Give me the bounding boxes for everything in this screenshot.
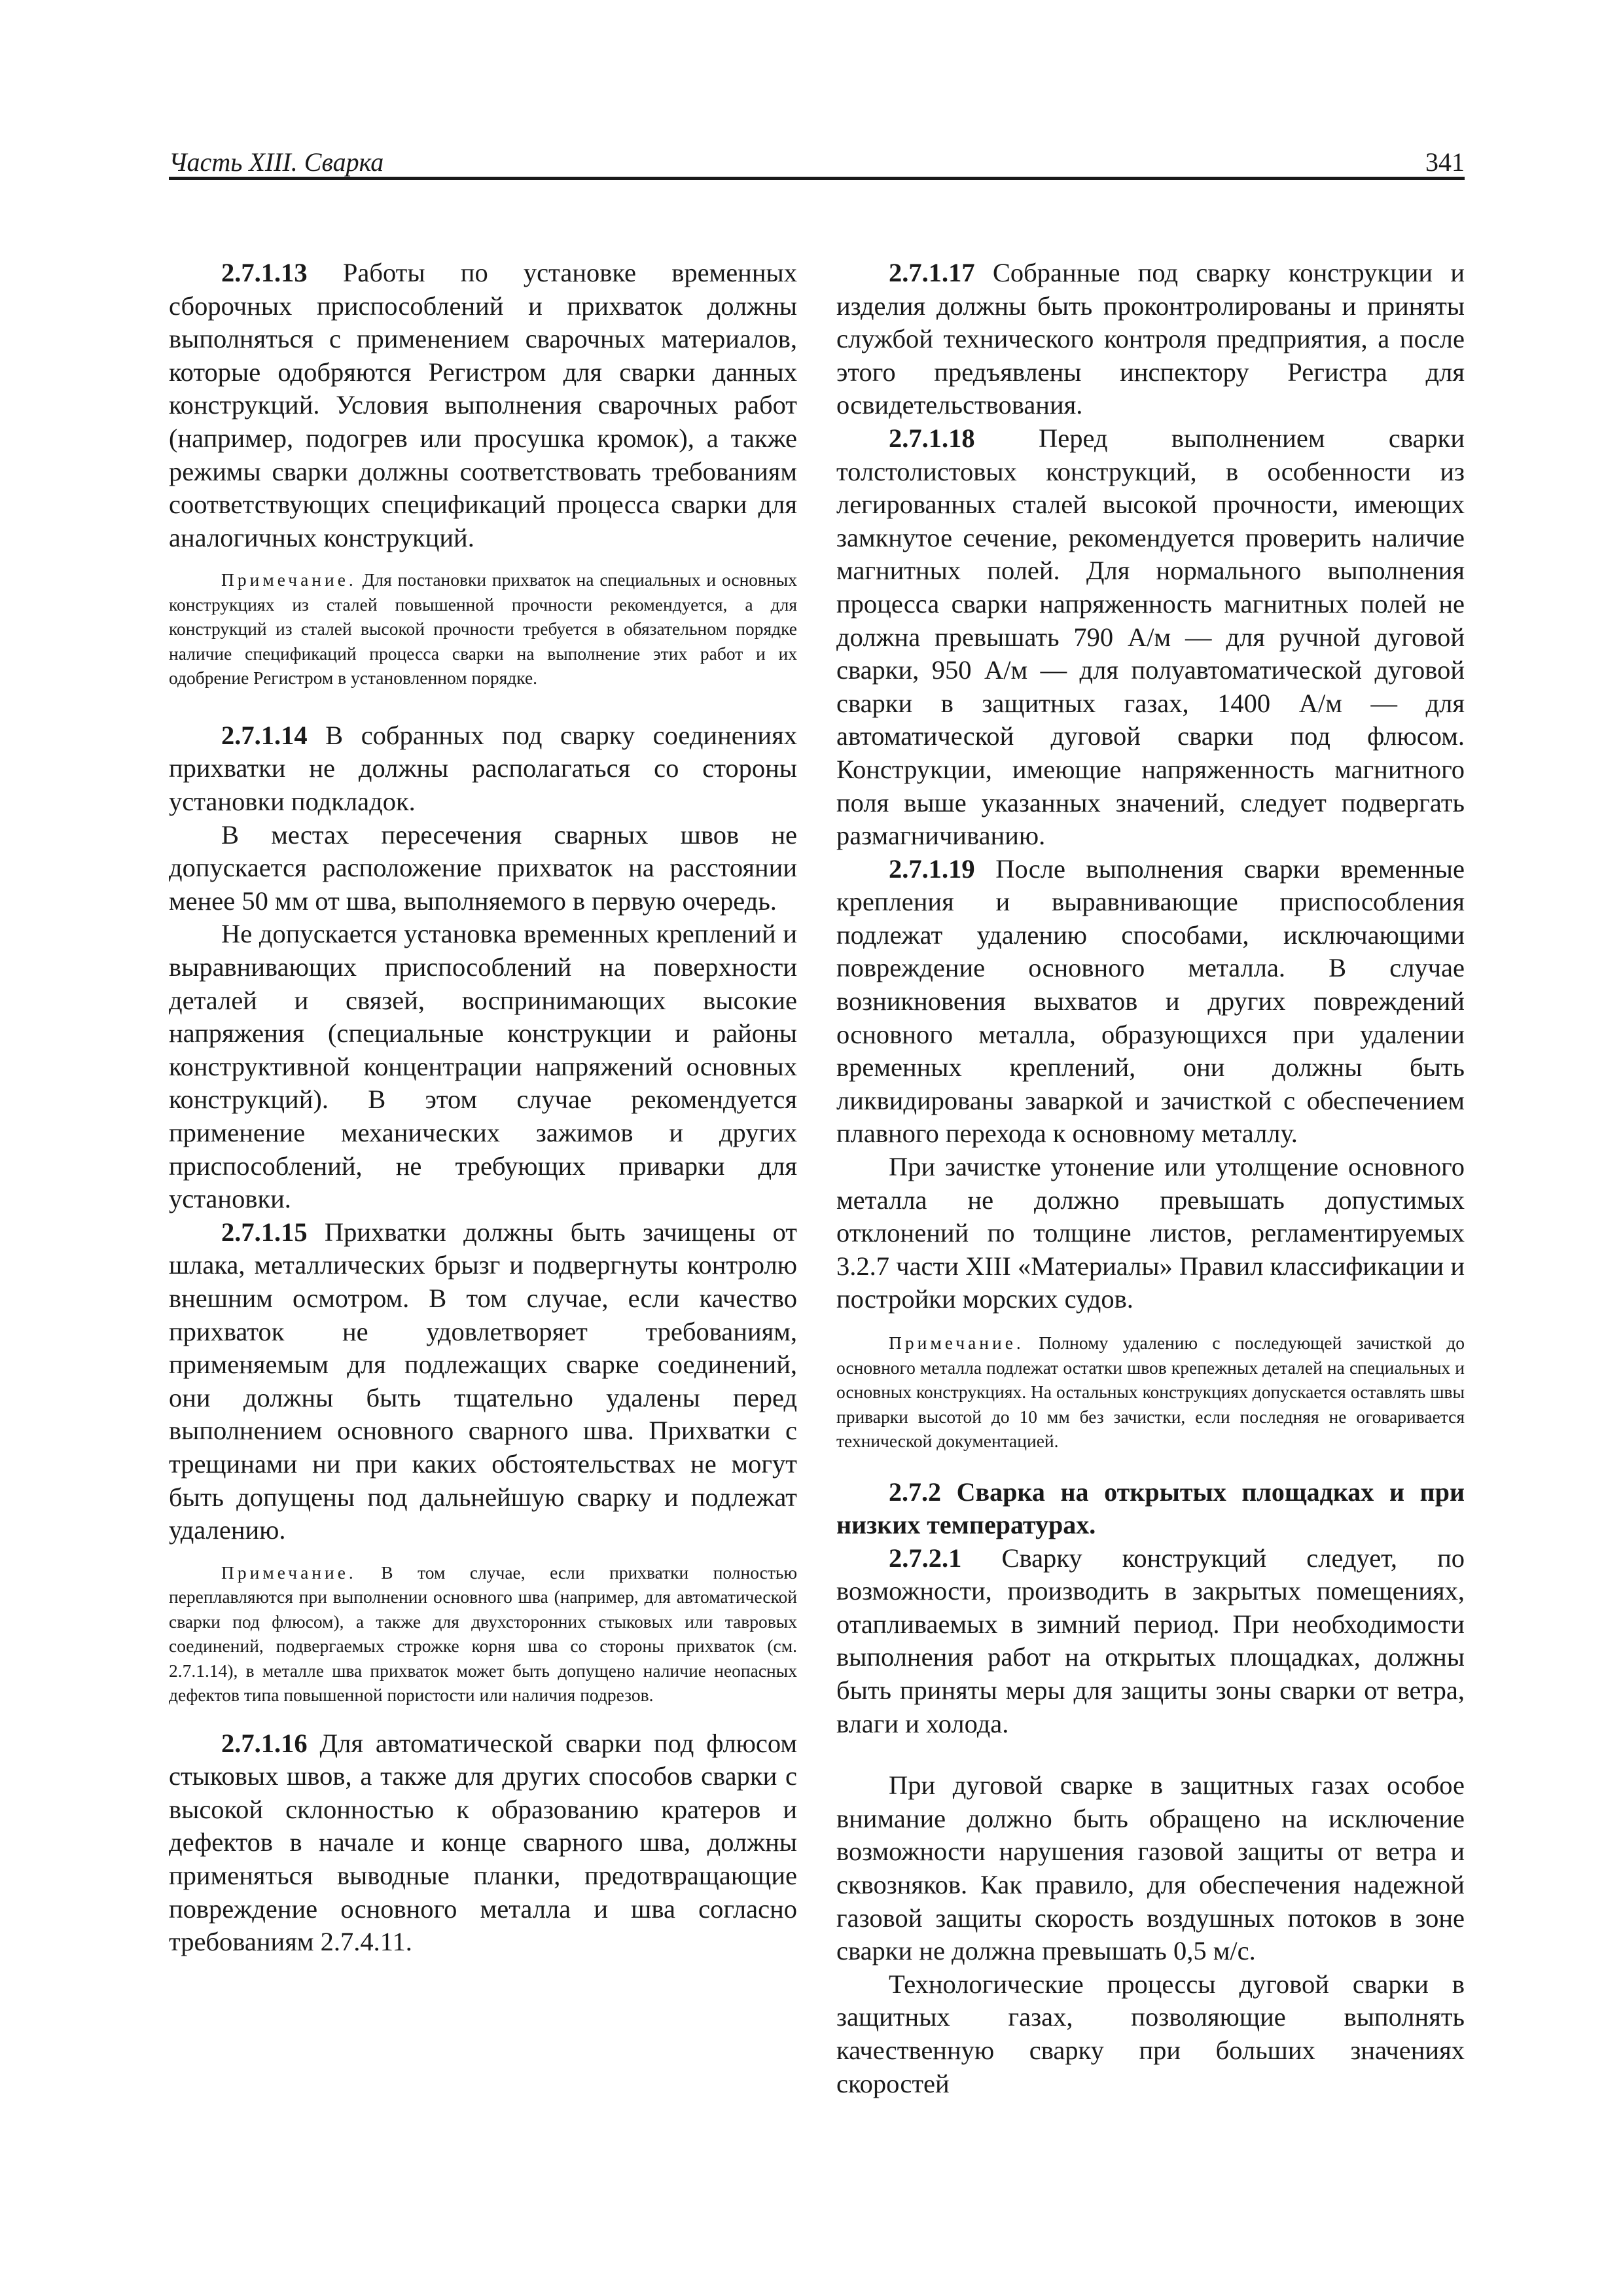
paragraph-text: Перед выполнением сварки толстолистовых конструкций, в особенности из легированных сталей высокой прочности, имеющих замкнутое сечение, рекомендуется проверить наличие магнитных полей. Для нормального выполнения процесса сварки напряженность магнитных полей не должна превышать 790 А/м — для ручной дуговой сварки, 950 А/м — для полуавтоматической дуговой сварки в защитных газах, 1400 А/м — для автоматической дуговой сварки под флюсом. Конструкции, имеющие напряженность магнитного поля выше указанных значений, следует подвергать размагничиванию. (836, 423, 1465, 851)
paragraph-text: Работы по установке временных сборочных приспособлений и прихваток должны выполняться с применением сварочных материалов, которые одобряются Регистром для сварки данных конструкций. Условия выполнения сварочных работ (например, подогрев или просушка кромок), а также режимы сварки должны соответствовать требованиям соответствующих спецификаций процесса сварки для аналогичных конструкций. (169, 258, 797, 552)
note-label: Примечание. (221, 569, 357, 590)
paragraph-2-7-1-17 (836, 257, 1465, 422)
paragraph-temporary-fixtures: Не допускается установка временных креплений и выравнивающих приспособлений на поверхности деталей и связей, воспринимающих высокие напряжения (специальные конструкции и районы конструктивной концентрации напряжений основных конструкций). В этом случае рекомендуется применение механических зажимов и других приспособлений, не требующих приварки для установки. (169, 919, 797, 1214)
paragraph-technological-processes: Технологические процессы дуговой сварки в защитных газах, позволяющие выполнять качественную сварку при больших значениях скоростей (836, 1969, 1465, 2098)
left-column (169, 257, 797, 1959)
paragraph-text: Сварку конструкций следует, по возможности, производить в закрытых помещениях, отапливаемых в зимний период. При необходимости выполнения работ на открытых площадках, должны быть приняты меры для защиты зоны сварки от ветра, влаги и холода. (836, 1543, 1465, 1738)
paragraph-thinning: При зачистке утонение или утолщение основного металла не должно превышать допустимых отклонений по толщине листов, регламентируемых 3.2.7 части XIII «Материалы» Правил классификации и постройки морских судов. (836, 1152, 1465, 1314)
clause-number: 2.7.1.15 (221, 1217, 308, 1247)
paragraph-2-7-1-13 (169, 257, 797, 554)
paragraph-text: В собранных под сварку соединениях прихватки не должны располагаться со стороны установки подкладок. (169, 720, 797, 817)
paragraph-text: После выполнения сварки временные крепления и выравнивающие приспособления подлежат удалению способами, исключающими повреждение основного металла. В случае возникновения выхватов и других повреждений основного металла, образующихся при удалении временных креплений, они должны быть ликвидированы заваркой и зачисткой с обеспечением плавного перехода к основному металлу. (836, 853, 1465, 1149)
paragraph-2-7-1-15 (169, 1216, 797, 1547)
paragraph-2-7-1-19 (836, 853, 1465, 1151)
right-column (836, 257, 1465, 2100)
page-header (169, 143, 1465, 179)
note-label: Примечание. (221, 1562, 357, 1583)
clause-number: 2.7.2.1 (889, 1543, 962, 1573)
note-label: Примечание. (889, 1333, 1024, 1353)
paragraph-gas-protection: При дуговой сварке в защитных газах особое внимание должно быть обращено на исключение возможности нарушения газовой защиты от ветра и сквозняков. Как правило, для обеспечения надежной газовой защиты скорость воздушных потоков в зоне сварки не должна превышать 0,5 м/с. (836, 1770, 1465, 1966)
clause-number: 2.7.1.19 (889, 853, 975, 884)
clause-number: 2.7.1.17 (889, 258, 975, 287)
paragraph-tack-distance: В местах пересечения сварных швов не допускается расположение прихваток на расстоянии менее 50 мм от шва, выполняемого в первую очередь. (169, 819, 797, 916)
paragraph-2-7-1-14 (169, 719, 797, 819)
note-text: Полному удалению с последующей зачисткой до основного металла подлежат остатки швов крепежных деталей на специальных и основных конструкциях. На остальных конструкциях допускается оставлять швы приварки высотой до 10 мм без зачистки, если последняя не оговаривается технической документацией. (836, 1333, 1465, 1451)
paragraph-text: Для автоматической сварки под флюсом стыковых швов, а также для других способов сварки с высокой склонностью к образованию кратеров и дефектов в начале и конце сварного шва, должны применяться выводные планки, предотвращающие повреждение основного металла и шва согласно требованиям 2.7.4.11. (169, 1728, 797, 1957)
paragraph-text: Прихватки должны быть зачищены от шлака, металлических брызг и подвергнуты контролю внешним осмотром. В том случае, если качество прихваток не удовлетворяет требованиям, применяемым для подлежащих сварке соединений, они должны быть тщательно удалены перед выполнением основного сварного шва. Прихватки с трещинами ни при каких обстоятельствах не могут быть допущены под дальнейшую сварку и подлежат удалению. (169, 1217, 797, 1545)
paragraph-2-7-1-18 (836, 422, 1465, 853)
note-text: В том случае, если прихватки полностью переплавляются при выполнении основного шва (например, для автоматической сварки под флюсом), а также для двухсторонних стыковых или тавровых соединений, подвергаемых строжке корня шва со стороны прихваток (см. 2.7.1.14), в металле шва прихваток может быть допущено наличие неопасных дефектов типа повышенной пористости или наличия подрезов. (169, 1562, 797, 1706)
paragraph-text: Собранные под сварку конструкции и изделия должны быть проконтролированы и приняты службой технического контроля предприятия, а после этого предъявлены инспектору Регистра для освидетельствования. (836, 258, 1465, 420)
note-2 (169, 1560, 797, 1708)
clause-number: 2.7.1.16 (221, 1728, 308, 1758)
page-number: 341 (1425, 147, 1465, 177)
section-heading-2-7-2: 2.7.2 Сварка на открытых площадках и при низких температурах. (836, 1477, 1465, 1540)
clause-number: 2.7.1.18 (889, 423, 975, 453)
note-1 (169, 567, 797, 691)
header-rule (169, 177, 1465, 180)
clause-number: 2.7.1.14 (221, 720, 308, 750)
running-title: Часть XIII. Сварка (169, 147, 384, 177)
paragraph-2-7-2-1 (836, 1542, 1465, 1741)
note-3 (836, 1331, 1465, 1454)
note-text: Для постановки прихваток на специальных и основных конструкциях из сталей повышенной прочности рекомендуется, а для конструкций из сталей высокой прочности требуется в обязательном порядке наличие спецификаций процесса сварки на выполнение этих работ и их одобрение Регистром в установленном порядке. (169, 569, 797, 689)
paragraph-2-7-1-16 (169, 1727, 797, 1959)
clause-number: 2.7.1.13 (221, 258, 308, 287)
